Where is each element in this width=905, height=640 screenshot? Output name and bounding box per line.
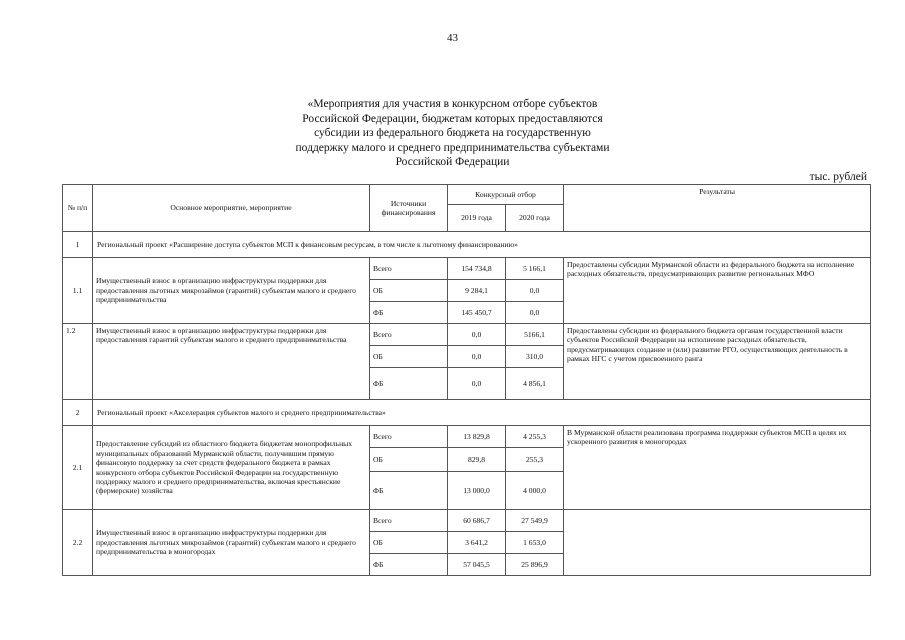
item-activity: Имущественный взнос в организацию инфраструктуры поддержки для предоставления льготных микрозаймов (гарантий) субъектам малого и среднего предпринимательства [93, 258, 370, 324]
value-2020: 5166,1 [506, 324, 564, 346]
section-title: Региональный проект «Расширение доступа субъектов МСП к финансовым ресурсам, в том числе к льготному финансированию» [93, 232, 871, 258]
value-2019: 154 734,8 [448, 258, 506, 280]
value-2020: 0,0 [506, 302, 564, 324]
value-2019: 0,0 [448, 368, 506, 400]
item-number: 2.2 [63, 510, 93, 576]
value-2019: 9 284,1 [448, 280, 506, 302]
header-num: № п/п [63, 185, 93, 232]
value-2020: 4 255,3 [506, 426, 564, 448]
value-2020: 27 549,9 [506, 510, 564, 532]
value-2019: 57 045,5 [448, 554, 506, 576]
source-cell: ФБ [370, 554, 448, 576]
title-line: субсидии из федерального бюджета на государственную [314, 127, 591, 139]
item-number: 2.1 [63, 426, 93, 510]
item-result [564, 510, 871, 576]
value-2020: 255,3 [506, 448, 564, 472]
measures-table [62, 184, 871, 576]
item-result: Предоставлены субсидии Мурманской области из федерального бюджета на исполнение расходных обязательств, предусматривающих развитие региональных МФО [564, 258, 871, 324]
item-result: Предоставлены субсидии из федерального бюджета органам государственной власти субъектов Российской Федерации на исполнение расходных обязательств, предусматривающих создание и (или) развитие РГО, осуществляющих деятельность в рамках НГС с учетом присвоенного ранга [564, 324, 871, 400]
value-2020: 5 166,1 [506, 258, 564, 280]
value-2020: 310,0 [506, 346, 564, 368]
header-year-2019: 2019 года [448, 205, 506, 232]
section-row [63, 232, 871, 258]
source-cell: Всего [370, 426, 448, 448]
source-cell: Всего [370, 324, 448, 346]
table-row [63, 258, 871, 280]
title-line: Российской Федерации, бюджетам которых предоставляются [302, 112, 603, 125]
units-label: тыс. рублей [809, 171, 867, 183]
header-results: Результаты [564, 185, 871, 232]
header-year-2020: 2020 года [506, 205, 564, 232]
value-2019: 0,0 [448, 324, 506, 346]
section-row [63, 400, 871, 426]
document-title [230, 97, 675, 170]
table-row [63, 510, 871, 532]
title-line: Российской Федерации [395, 156, 510, 168]
source-cell: ФБ [370, 302, 448, 324]
value-2019: 0,0 [448, 346, 506, 368]
header-activity: Основное мероприятие, мероприятие [93, 185, 370, 232]
value-2019: 60 686,7 [448, 510, 506, 532]
item-activity: Предоставление субсидий из областного бюджета бюджетам монопрофильных муниципальных образований Мурманской области, получившим прямую финансовую поддержку за счет средств федерального бюджета в рамках конкурсного отбора субъектов Российской Федерации на государственную поддержку малого и среднего предпринимательства, включая крестьянские (фермерские) хозяйства [93, 426, 370, 510]
section-number: 1 [63, 232, 93, 258]
item-number: 1.2 [63, 324, 93, 400]
value-2019: 13 000,0 [448, 472, 506, 510]
value-2019: 13 829,8 [448, 426, 506, 448]
header-source: Источники финансирования [370, 185, 448, 232]
value-2020: 4 856,1 [506, 368, 564, 400]
source-cell: ОБ [370, 532, 448, 554]
source-cell: ОБ [370, 280, 448, 302]
page-number: 43 [447, 32, 458, 44]
item-result: В Мурманской области реализована программа поддержки субъектов МСП в целях их ускоренного развития в моногородах [564, 426, 871, 510]
item-activity: Имущественный взнос в организацию инфраструктуры поддержки для предоставления льготных микрозаймов (гарантий) субъектам малого и среднего предпринимательства в моногородах [93, 510, 370, 576]
source-cell: ОБ [370, 448, 448, 472]
value-2019: 145 450,7 [448, 302, 506, 324]
section-number: 2 [63, 400, 93, 426]
value-2020: 1 653,0 [506, 532, 564, 554]
source-cell: Всего [370, 510, 448, 532]
value-2020: 25 896,9 [506, 554, 564, 576]
value-2019: 829,8 [448, 448, 506, 472]
source-cell: Всего [370, 258, 448, 280]
title-line: поддержку малого и среднего предпринимательства субъектами [295, 141, 610, 154]
item-number: 1.1 [63, 258, 93, 324]
value-2019: 3 641,2 [448, 532, 506, 554]
item-activity: Имущественный взнос в организацию инфраструктуры поддержки для предоставления гарантий субъектам малого и среднего предпринимательства [93, 324, 370, 400]
header-selection: Конкурсный отбор [448, 185, 564, 205]
source-cell: ФБ [370, 368, 448, 400]
source-cell: ОБ [370, 346, 448, 368]
source-cell: ФБ [370, 472, 448, 510]
title-line: «Мероприятия для участия в конкурсном отборе субъектов [307, 98, 598, 110]
value-2020: 4 000,0 [506, 472, 564, 510]
section-title: Региональный проект «Акселерация субъектов малого и среднего предпринимательства» [93, 400, 871, 426]
value-2020: 0,0 [506, 280, 564, 302]
table-row [63, 426, 871, 448]
table-row [63, 324, 871, 346]
